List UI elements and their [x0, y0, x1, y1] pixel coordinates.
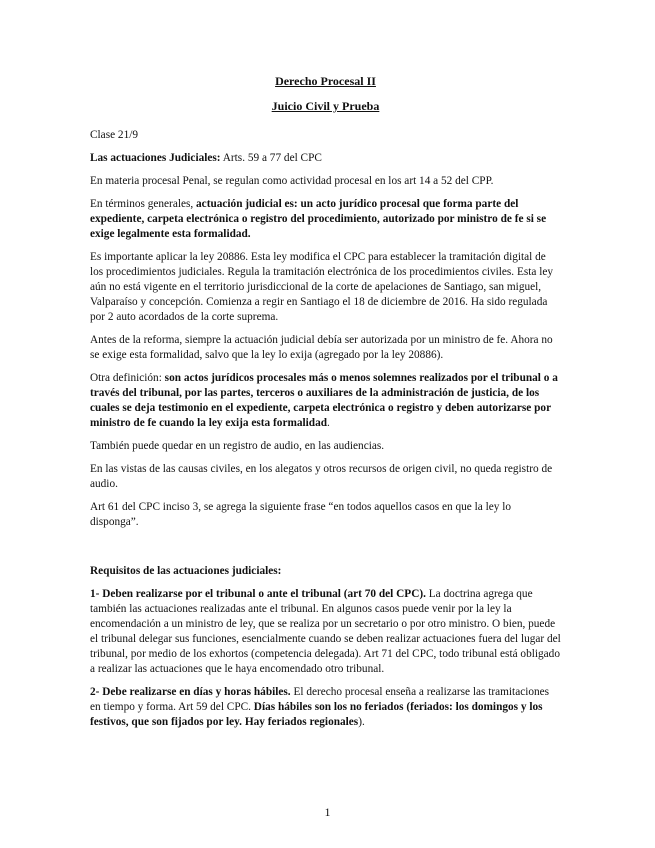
document-subtitle: Juicio Civil y Prueba	[271, 99, 380, 113]
document-title: Derecho Procesal II	[275, 74, 376, 88]
requisitos-heading	[90, 564, 561, 579]
class-date: Clase 21/9	[90, 129, 139, 141]
requisito-2-bold: 2- Debe realizarse en días y horas hábiles.	[90, 686, 291, 698]
paragraph-definition	[90, 197, 561, 242]
paragraph-definition-bold: actuación judicial es: un acto jurídico procesal que forma parte del expediente, carpeta electrónica o registro del procedimiento, autorizado por ministro de fe si se exige legalmente esta formalidad.	[90, 198, 547, 240]
paragraph-otra-definicion-post: .	[327, 417, 330, 429]
requisito-2-bold-2: Días hábiles son los no feriados (feriados: los domingos y los festivos, que son fijados por ley. Hay feriados regionales	[90, 701, 543, 728]
paragraph-audio: También puede quedar en un registro de audio, en las audiencias.	[90, 440, 385, 452]
requisito-1-bold: 1- Deben realizarse por el tribunal o ante el tribunal (art 70 del CPC).	[90, 588, 426, 600]
paragraph-actuaciones-text: Arts. 59 a 77 del CPC	[220, 152, 322, 164]
requisito-1-text: La doctrina agrega que también las actuaciones realizadas ante el tribunal. En algunos casos puede venir por la ley la encomendación a un ministro de ley, que se realiza por un secretario o por otro ministro. O bien, puede el tribunal delegar sus funciones, esencialmente cuando se deben realizar actuaciones fuera del lugar del tribunal, por medio de los exhortos (competencia delegada). Art 71 del CPC, todo tribunal está obligado a realizar las actuaciones que le haya encomendado otro tribunal.	[90, 588, 561, 675]
paragraph-actuaciones	[90, 151, 561, 166]
paragraph-otra-definicion-pre: Otra definición:	[90, 372, 165, 384]
paragraph-actuaciones-bold: Las actuaciones Judiciales:	[90, 152, 221, 164]
requisito-2-text: El derecho procesal enseña a realizarse las tramitaciones en tiempo y forma. Art 59 del CPC.	[90, 686, 550, 713]
paragraph-art-61: Art 61 del CPC inciso 3, se agrega la siguiente frase “en todos aquellos casos en que la ley lo disponga”.	[90, 501, 512, 528]
requisito-2-post: ).	[358, 716, 365, 728]
requisito-1	[90, 587, 561, 677]
paragraph-ley-20886: Es importante aplicar la ley 20886. Esta ley modifica el CPC para establecer la tramitación digital de los procedimientos judiciales. Regula la tramitación electrónica de los procedimientos civiles. Esta ley aún no está vigente en el territorio jurisdiccional de la corte de apelaciones de Santiago, san miguel, Valparaíso y concepción. Comienza a regir en Santiago el 18 de diciembre de 2016. Ha sido regulada por 2 auto acordados de la corte suprema.	[90, 251, 554, 323]
paragraph-otra-definicion-bold: son actos jurídicos procesales más o menos solemnes realizados por el tribunal o a través del tribunal, por las partes, terceros o auxiliares de la administración de justicia, de los cuales se deja testimonio en el expediente, carpeta electrónica o registro y deben autorizarse por ministro de fe cuando la ley exija esta formalidad	[90, 372, 558, 429]
paragraph-definition-pre: En términos generales,	[90, 198, 197, 210]
paragraph-reforma: Antes de la reforma, siempre la actuación judicial debía ser autorizada por un ministro de fe. Ahora no se exige esta formalidad, salvo que la ley lo exija (agregado por la ley 20886).	[90, 334, 553, 361]
paragraph-vistas: En las vistas de las causas civiles, en los alegatos y otros recursos de origen civil, no queda registro de audio.	[90, 463, 553, 490]
paragraph-penal: En materia procesal Penal, se regulan como actividad procesal en los art 14 a 52 del CPP.	[90, 175, 494, 187]
requisitos-heading-text: Requisitos de las actuaciones judiciales:	[90, 565, 282, 577]
paragraph-otra-definicion	[90, 371, 561, 431]
page-number: 1	[324, 805, 331, 819]
requisito-2	[90, 685, 561, 730]
section-spacer	[90, 538, 561, 564]
